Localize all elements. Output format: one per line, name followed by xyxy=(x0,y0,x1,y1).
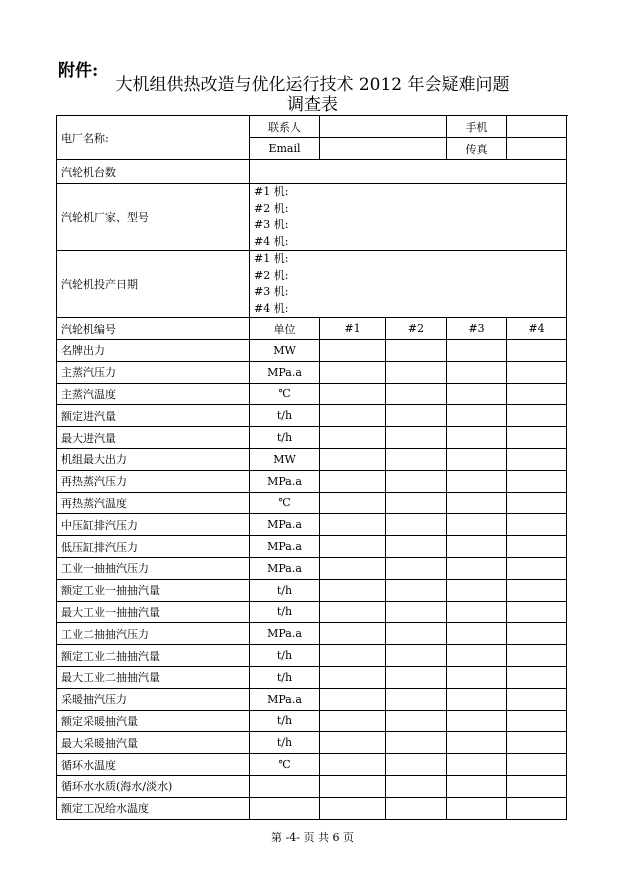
param-value-1[interactable] xyxy=(320,754,386,776)
param-value-2[interactable] xyxy=(386,536,447,558)
param-value-4[interactable] xyxy=(507,645,567,667)
param-row xyxy=(57,405,567,427)
param-value-4[interactable] xyxy=(507,557,567,579)
param-value-2[interactable] xyxy=(386,688,447,710)
extra-row-value-1[interactable] xyxy=(320,797,386,819)
param-name: 再热蒸汽压力 xyxy=(57,470,250,492)
param-unit: ℃ xyxy=(250,383,320,405)
param-unit: t/h xyxy=(250,666,320,688)
param-value-3[interactable] xyxy=(447,732,507,754)
param-value-3[interactable] xyxy=(447,448,507,470)
param-value-1[interactable] xyxy=(320,448,386,470)
email-label: Email xyxy=(250,138,320,160)
param-value-4[interactable] xyxy=(507,448,567,470)
param-value-1[interactable] xyxy=(320,732,386,754)
param-row xyxy=(57,710,567,732)
param-value-1[interactable] xyxy=(320,645,386,667)
extra-row-unit[interactable] xyxy=(250,797,320,819)
manufacturer-unit-4: #4 机: xyxy=(254,234,289,248)
param-value-2[interactable] xyxy=(386,666,447,688)
extra-row-value-4[interactable] xyxy=(507,797,567,819)
param-row xyxy=(57,340,567,362)
param-unit: t/h xyxy=(250,579,320,601)
param-value-3[interactable] xyxy=(447,754,507,776)
param-value-3[interactable] xyxy=(447,514,507,536)
survey-table xyxy=(56,115,567,820)
extra-row-value-4[interactable] xyxy=(507,775,567,797)
param-name: 额定采暖抽汽量 xyxy=(57,710,250,732)
form-title: 大机组供热改造与优化运行技术 2012 年会疑难问题 xyxy=(115,75,510,95)
turbine-count-label: 汽轮机台数 xyxy=(57,160,250,184)
param-unit: t/h xyxy=(250,427,320,449)
param-value-3[interactable] xyxy=(447,623,507,645)
extra-row-value-2[interactable] xyxy=(386,775,447,797)
param-row xyxy=(57,383,567,405)
param-name: 中压缸排汽压力 xyxy=(57,514,250,536)
param-value-3[interactable] xyxy=(447,579,507,601)
param-value-1[interactable] xyxy=(320,536,386,558)
param-value-1[interactable] xyxy=(320,492,386,514)
param-unit: MPa.a xyxy=(250,623,320,645)
param-unit: MPa.a xyxy=(250,361,320,383)
param-value-4[interactable] xyxy=(507,383,567,405)
param-value-4[interactable] xyxy=(507,405,567,427)
commission-unit-4: #4 机: xyxy=(254,301,289,315)
param-row xyxy=(57,361,567,383)
param-value-2[interactable] xyxy=(386,601,447,623)
param-value-1[interactable] xyxy=(320,405,386,427)
param-value-1[interactable] xyxy=(320,557,386,579)
page-footer: 第 -4- 页 共 6 页 xyxy=(271,831,354,844)
extra-row-value-1[interactable] xyxy=(320,775,386,797)
param-value-2[interactable] xyxy=(386,732,447,754)
param-value-2[interactable] xyxy=(386,514,447,536)
param-name: 工业一抽抽汽压力 xyxy=(57,557,250,579)
manufacturer-unit-1: #1 机: xyxy=(254,185,289,198)
param-value-3[interactable] xyxy=(447,405,507,427)
param-row xyxy=(57,666,567,688)
param-row xyxy=(57,579,567,601)
param-name: 最大采暖抽汽量 xyxy=(57,732,250,754)
param-value-1[interactable] xyxy=(320,470,386,492)
param-row xyxy=(57,732,567,754)
contact-person-label: 联系人 xyxy=(250,116,320,138)
param-row xyxy=(57,448,567,470)
param-value-3[interactable] xyxy=(447,557,507,579)
param-value-1[interactable] xyxy=(320,666,386,688)
param-name: 采暖抽汽压力 xyxy=(57,688,250,710)
param-value-2[interactable] xyxy=(386,623,447,645)
param-value-2[interactable] xyxy=(386,448,447,470)
param-name: 低压缸排汽压力 xyxy=(57,536,250,558)
param-unit: MPa.a xyxy=(250,514,320,536)
commission-unit-2: #2 机: xyxy=(254,268,289,282)
param-unit: t/h xyxy=(250,645,320,667)
param-unit: MPa.a xyxy=(250,688,320,710)
param-unit: t/h xyxy=(250,710,320,732)
extra-row-value-3[interactable] xyxy=(447,775,507,797)
param-value-3[interactable] xyxy=(447,710,507,732)
extra-row-label: 额定工况给水温度 xyxy=(57,797,250,819)
param-row xyxy=(57,557,567,579)
fax-field[interactable] xyxy=(507,138,567,160)
param-value-3[interactable] xyxy=(447,688,507,710)
param-value-1[interactable] xyxy=(320,579,386,601)
param-value-3[interactable] xyxy=(447,666,507,688)
param-value-2[interactable] xyxy=(386,470,447,492)
param-unit: MPa.a xyxy=(250,536,320,558)
param-unit: MW xyxy=(250,448,320,470)
plant-name-label: 电厂名称: xyxy=(57,116,250,160)
param-value-4[interactable] xyxy=(507,579,567,601)
param-value-2[interactable] xyxy=(386,754,447,776)
param-value-4[interactable] xyxy=(507,470,567,492)
param-value-3[interactable] xyxy=(447,383,507,405)
param-value-4[interactable] xyxy=(507,427,567,449)
param-value-2[interactable] xyxy=(386,405,447,427)
param-value-1[interactable] xyxy=(320,340,386,362)
fax-label: 传真 xyxy=(447,138,507,160)
manufacturer-label: 汽轮机厂家、型号 xyxy=(57,184,250,251)
param-unit: t/h xyxy=(250,601,320,623)
param-name: 最大进汽量 xyxy=(57,427,250,449)
param-value-4[interactable] xyxy=(507,732,567,754)
param-value-3[interactable] xyxy=(447,601,507,623)
email-field[interactable] xyxy=(320,138,447,160)
param-value-1[interactable] xyxy=(320,710,386,732)
param-value-1[interactable] xyxy=(320,383,386,405)
param-name: 循环水温度 xyxy=(57,754,250,776)
param-value-1[interactable] xyxy=(320,514,386,536)
param-value-3[interactable] xyxy=(447,427,507,449)
param-value-4[interactable] xyxy=(507,710,567,732)
param-name: 名牌出力 xyxy=(57,340,250,362)
param-row xyxy=(57,754,567,776)
param-name: 主蒸汽温度 xyxy=(57,383,250,405)
param-row xyxy=(57,688,567,710)
contact-person-field[interactable] xyxy=(320,116,447,138)
param-value-4[interactable] xyxy=(507,688,567,710)
param-name: 额定工业一抽抽汽量 xyxy=(57,579,250,601)
param-value-4[interactable] xyxy=(507,666,567,688)
param-row xyxy=(57,536,567,558)
param-value-1[interactable] xyxy=(320,427,386,449)
form-subtitle: 调查表 xyxy=(287,95,338,115)
param-value-2[interactable] xyxy=(386,710,447,732)
param-value-2[interactable] xyxy=(386,557,447,579)
commission-date-field[interactable] xyxy=(250,251,567,318)
param-value-4[interactable] xyxy=(507,754,567,776)
param-name: 额定工业二抽抽汽量 xyxy=(57,645,250,667)
param-unit: t/h xyxy=(250,405,320,427)
param-name: 再热蒸汽温度 xyxy=(57,492,250,514)
commission-unit-1: #1 机: xyxy=(254,252,289,265)
turbine-col-4: #4 xyxy=(507,318,567,340)
param-value-4[interactable] xyxy=(507,514,567,536)
unit-header: 单位 xyxy=(250,318,320,340)
mobile-label: 手机 xyxy=(447,116,507,138)
param-value-3[interactable] xyxy=(447,492,507,514)
param-name: 最大工业一抽抽汽量 xyxy=(57,601,250,623)
param-value-1[interactable] xyxy=(320,623,386,645)
param-row xyxy=(57,427,567,449)
param-row xyxy=(57,601,567,623)
param-value-2[interactable] xyxy=(386,427,447,449)
extra-row-value-2[interactable] xyxy=(386,797,447,819)
param-value-2[interactable] xyxy=(386,645,447,667)
extra-row xyxy=(57,797,567,819)
manufacturer-field[interactable] xyxy=(250,184,567,251)
turbine-col-3: #3 xyxy=(447,318,507,340)
param-unit: t/h xyxy=(250,732,320,754)
param-value-3[interactable] xyxy=(447,470,507,492)
param-row xyxy=(57,470,567,492)
param-unit: MPa.a xyxy=(250,470,320,492)
param-value-3[interactable] xyxy=(447,536,507,558)
param-value-4[interactable] xyxy=(507,361,567,383)
param-value-4[interactable] xyxy=(507,340,567,362)
param-row xyxy=(57,623,567,645)
param-row xyxy=(57,514,567,536)
param-row xyxy=(57,492,567,514)
attachment-label: 附件: xyxy=(58,61,99,81)
param-value-3[interactable] xyxy=(447,340,507,362)
commission-unit-3: #3 机: xyxy=(254,285,289,298)
param-value-4[interactable] xyxy=(507,623,567,645)
turbine-col-1: #1 xyxy=(320,318,386,340)
extra-row-value-3[interactable] xyxy=(447,797,507,819)
param-value-1[interactable] xyxy=(320,601,386,623)
param-value-3[interactable] xyxy=(447,361,507,383)
param-value-2[interactable] xyxy=(386,492,447,514)
extra-row-label: 循环水水质(海水/淡水) xyxy=(57,775,250,797)
turbine-number-label: 汽轮机编号 xyxy=(57,318,250,340)
param-name: 工业二抽抽汽压力 xyxy=(57,623,250,645)
turbine-col-2: #2 xyxy=(386,318,447,340)
turbine-count-field[interactable] xyxy=(250,160,567,184)
param-value-3[interactable] xyxy=(447,645,507,667)
param-unit: ℃ xyxy=(250,492,320,514)
param-row xyxy=(57,645,567,667)
param-unit: ℃ xyxy=(250,754,320,776)
param-unit: MW xyxy=(250,340,320,362)
param-value-2[interactable] xyxy=(386,383,447,405)
commission-date-label: 汽轮机投产日期 xyxy=(57,251,250,318)
param-name: 额定进汽量 xyxy=(57,405,250,427)
param-name: 最大工业二抽抽汽量 xyxy=(57,666,250,688)
manufacturer-unit-3: #3 机: xyxy=(254,218,289,231)
param-value-4[interactable] xyxy=(507,492,567,514)
param-value-1[interactable] xyxy=(320,361,386,383)
param-name: 机组最大出力 xyxy=(57,448,250,470)
param-name: 主蒸汽压力 xyxy=(57,361,250,383)
param-value-1[interactable] xyxy=(320,688,386,710)
extra-row xyxy=(57,775,567,797)
param-value-2[interactable] xyxy=(386,340,447,362)
extra-row-unit[interactable] xyxy=(250,775,320,797)
param-value-4[interactable] xyxy=(507,601,567,623)
mobile-field[interactable] xyxy=(507,116,567,138)
param-value-2[interactable] xyxy=(386,361,447,383)
param-value-4[interactable] xyxy=(507,536,567,558)
param-value-2[interactable] xyxy=(386,579,447,601)
param-unit: MPa.a xyxy=(250,557,320,579)
manufacturer-unit-2: #2 机: xyxy=(254,201,289,215)
